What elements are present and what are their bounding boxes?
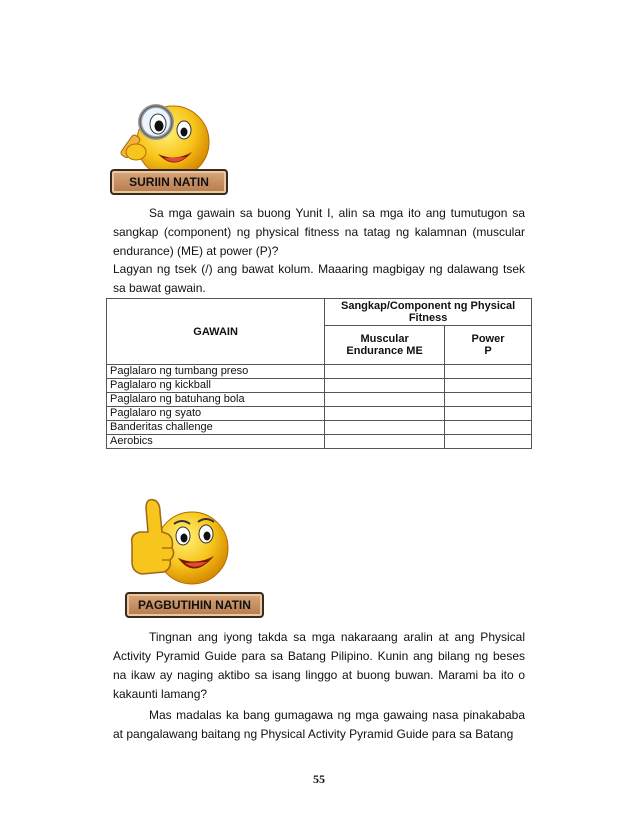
- col-power-header: Power P: [445, 326, 532, 365]
- power-check-cell[interactable]: [445, 435, 532, 449]
- suriin-natin-label: SURIIN NATIN: [129, 175, 209, 189]
- physical-fitness-header: Sangkap/Component ng Physical Fitness: [325, 299, 532, 326]
- col-muscular-endurance-header: Muscular Endurance ME: [325, 326, 445, 365]
- table-row: [107, 421, 532, 435]
- section2-paragraph-1: Tingnan ang iyong takda sa mga nakaraang aralin at ang Physical Activity Pyramid Guide para sa Batang Pilipino. Kunin ang bilang ng beses na ikaw ay naging aktibo sa isang linggo at buong buwan. Marami ba ito o kakaunti lamang?: [113, 630, 525, 701]
- me-check-cell[interactable]: [325, 379, 445, 393]
- thumbs-up-smiley-icon: [122, 494, 232, 590]
- row-activity: Paglalaro ng tumbang preso: [107, 365, 325, 379]
- table-row: [107, 365, 532, 379]
- col-gawain-header: GAWAIN: [107, 299, 325, 365]
- me-check-cell[interactable]: [325, 421, 445, 435]
- suriin-natin-badge: [110, 169, 228, 195]
- power-check-cell[interactable]: [445, 407, 532, 421]
- me-check-cell[interactable]: [325, 365, 445, 379]
- pagbutihin-natin-badge: [125, 592, 264, 618]
- me-check-cell[interactable]: [325, 393, 445, 407]
- section1-paragraph-2: Lagyan ng tsek (/) ang bawat kolum. Maaaring magbigay ng dalawang tsek sa bawat gawain.: [113, 262, 525, 295]
- row-activity: Paglalaro ng syato: [107, 407, 325, 421]
- table-row: [107, 393, 532, 407]
- table-row: [107, 435, 532, 449]
- power-check-cell[interactable]: [445, 421, 532, 435]
- page-number: 55: [313, 772, 325, 786]
- section2-paragraph-2: Mas madalas ka bang gumagawa ng mga gawaing nasa pinakababa at pangalawang baitang ng Physical Activity Pyramid Guide para sa Batang: [113, 708, 525, 741]
- row-activity: Paglalaro ng kickball: [107, 379, 325, 393]
- table-row: [107, 407, 532, 421]
- gawain-table: [106, 298, 532, 449]
- table-row: [107, 379, 532, 393]
- power-check-cell[interactable]: [445, 379, 532, 393]
- power-check-cell[interactable]: [445, 365, 532, 379]
- row-activity: Paglalaro ng batuhang bola: [107, 393, 325, 407]
- power-check-cell[interactable]: [445, 393, 532, 407]
- pagbutihin-natin-label: PAGBUTIHIN NATIN: [138, 598, 251, 612]
- me-check-cell[interactable]: [325, 435, 445, 449]
- section1-paragraph-1: Sa mga gawain sa buong Yunit I, alin sa mga ito ang tumutugon sa sangkap (component) ng physical fitness na tatag ng kalamnan (muscular endurance) (ME) at power (P)?: [113, 206, 525, 258]
- row-activity: Banderitas challenge: [107, 421, 325, 435]
- row-activity: Aerobics: [107, 435, 325, 449]
- me-check-cell[interactable]: [325, 407, 445, 421]
